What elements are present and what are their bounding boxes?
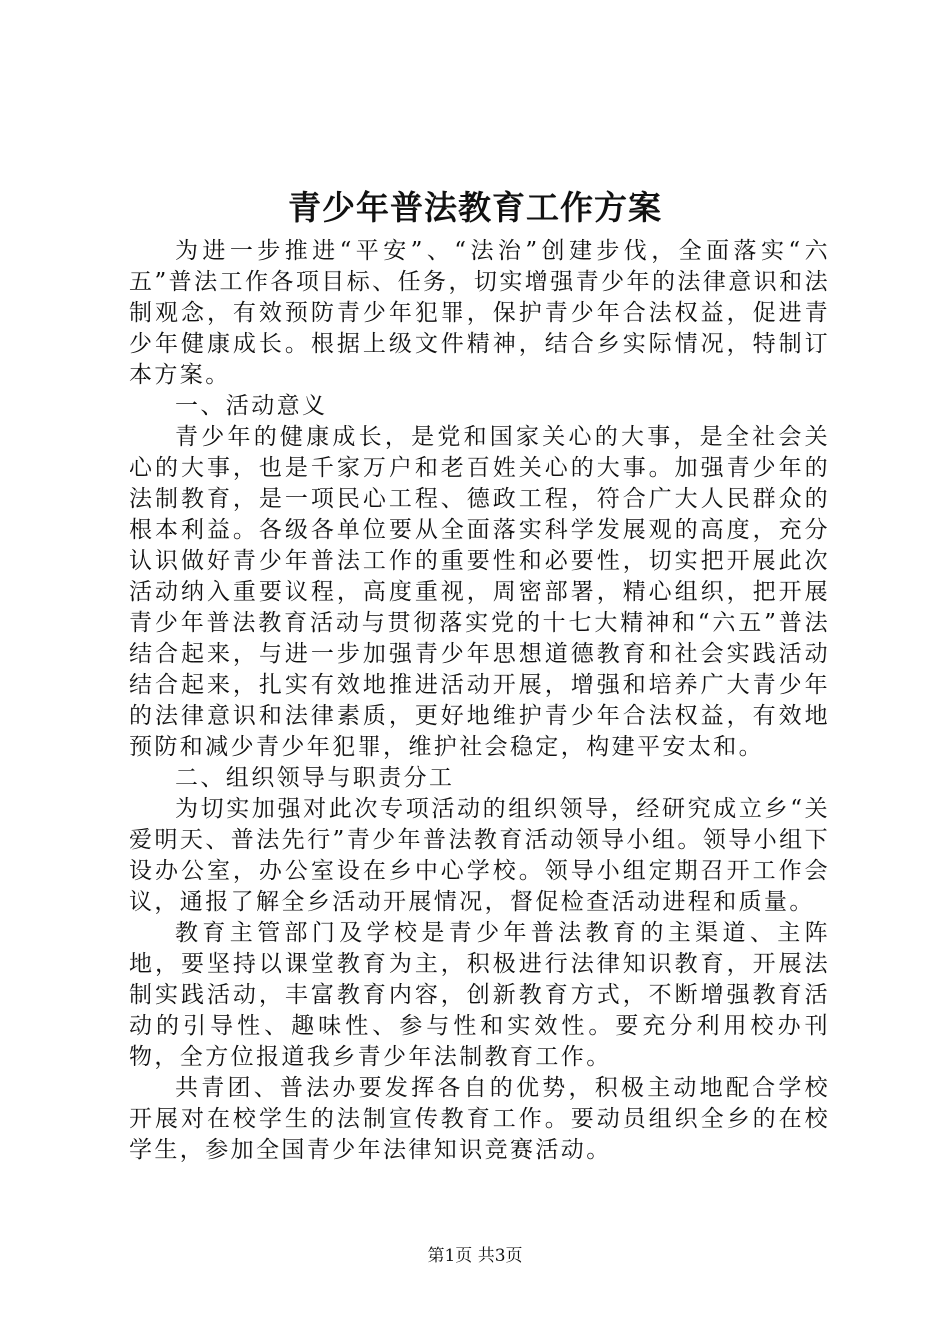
paragraph-education-department: 教育主管部门及学校是青少年普法教育的主渠道、主阵地，要坚持以课堂教育为主，积极进行法律知识教育，开展法制实践活动，丰富教育内容，创新教育方式，不断增强教育活动的引导性、趣味性、参与性和实效性。要充分利用校办刊物，全方位报道我乡青少年法制教育工作。 [129,920,830,1070]
page-number-footer: 第1页 共3页 [427,1246,523,1266]
document-body [129,236,830,1166]
paragraph-leadership-group: 为切实加强对此次专项活动的组织领导，经研究成立乡“关爱明天、普法先行”青少年普法教育活动领导小组。领导小组下设办公室，办公室设在乡中心学校。领导小组定期召开工作会议，通报了解全乡活动开展情况，督促检查活动进程和质量。 [129,796,830,915]
section-heading-significance: 一、活动意义 [175,393,328,419]
section-heading-organization: 二、组织领导与职责分工 [175,765,455,791]
paragraph-significance: 青少年的健康成长，是党和国家关心的大事，是全社会关心的大事，也是千家万户和老百姓关心的大事。加强青少年的法制教育，是一项民心工程、德政工程，符合广大人民群众的根本利益。各级各单位要从全面落实科学发展观的高度，充分认识做好青少年普法工作的重要性和必要性，切实把开展此次活动纳入重要议程，高度重视，周密部署，精心组织，把开展青少年普法教育活动与贯彻落实党的十七大精神和“六五”普法结合起来，与进一步加强青少年思想道德教育和社会实践活动结合起来，扎实有效地推进活动开展，增强和培养广大青少年的法律意识和法律素质，更好地维护青少年合法权益，有效地预防和减少青少年犯罪，维护社会稳定，构建平安太和。 [129,424,830,760]
paragraph-youth-league: 共青团、普法办要发挥各自的优势，积极主动地配合学校开展对在校学生的法制宣传教育工作。要动员组织全乡的在校学生，参加全国青少年法律知识竞赛活动。 [129,1075,830,1163]
document-title: 青少年普法教育工作方案 [288,188,662,227]
paragraph-intro: 为进一步推进“平安”、“法治”创建步伐，全面落实“六五”普法工作各项目标、任务，切实增强青少年的法律意识和法制观念，有效预防青少年犯罪，保护青少年合法权益，促进青少年健康成长。根据上级文件精神，结合乡实际情况，特制订本方案。 [129,238,830,388]
